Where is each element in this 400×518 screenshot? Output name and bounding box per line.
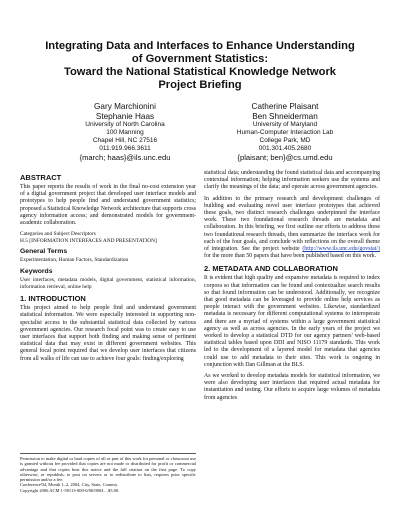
left-column (20, 170, 196, 367)
paragraph-with-link (204, 196, 380, 261)
author-name: Stephanie Haas (95, 111, 155, 121)
author-name: Catherine Plaisant (251, 102, 319, 111)
affiliation-line: University of North Carolina (85, 121, 165, 128)
intro-heading: 1. INTRODUCTION (20, 294, 86, 304)
keywords-text: User interfaces, metadata models, digital government, statistical information, information retrieval, online help (20, 277, 196, 290)
intro-text: This project aimed to help people find and understand government statistical information. We were especially interested in supporting non-specialist access to the substantial statistical data collected by various government agencies. Our research focal point was to create easy to use user interfaces that support both finding and making sense of pertinent statistical data that may exist in different government websites. This general focal point required that we develop user interfaces that citizens from all walks of life can use to achieve four goals: finding/exploring (20, 305, 196, 362)
project-website-link[interactable]: (http://www.ils.unc.edu/govstat/) (302, 246, 380, 253)
section-heading: 2. METADATA AND COLLABORATION (204, 264, 338, 274)
title-line: of Government Statistics: (131, 53, 269, 65)
general-terms-heading: General Terms (20, 248, 68, 256)
paragraph-text: for the more than 50 papers that have been published based on this work. (204, 253, 377, 260)
general-terms-text: Experimentation, Human Factors, Standardization (20, 257, 129, 264)
affiliation-line: 001.301.405.2680 (258, 144, 312, 152)
author-group-unc (40, 102, 210, 162)
affiliation-line: College Park, MD (259, 136, 311, 144)
copyright-line: Copyright 2006 ACM 1-58113-000-0/00/0004…$5.00. (20, 487, 120, 493)
title-line: Project Briefing (158, 79, 242, 91)
author-name: Gary Marchionini (94, 102, 156, 111)
keywords-heading: Keywords (20, 268, 53, 275)
paragraph: As we worked to develop metadata models for statistical information, we were also developing user interfaces that required actual metadata for instantiation and testing. Our efforts to acquire large volumes of metadata from agencies (204, 373, 380, 401)
author-name: Ben Shneiderman (252, 111, 318, 121)
author-group-umd (200, 102, 370, 162)
affiliation-line: Human-Computer Interaction Lab (236, 128, 334, 136)
abstract-text: This paper reports the results of work in the final no-cost extension year of a digital government project that developed user interface models and prototypes to help people find and understand government statistics; proposed a Statistical Knowledge Network architecture that supports cross agency information access; and demonstrated models for government-academic collaboration. (20, 184, 196, 227)
affiliation-line: 011.919.966.3611 (99, 144, 151, 152)
paragraph: statistical data; understanding the found statistical data and accompanying contextual information; helping information seekers use the systems and clarify the meanings of the data; and operate across government agencies. (204, 170, 380, 191)
title-line: Integrating Data and Interfaces to Enhance Understanding (45, 40, 355, 52)
affiliation-line: Chapel Hill, NC 27516 (92, 136, 158, 144)
paragraph-text: In addition to the primary research and development challenges of building and evaluating novel user interface prototypes that achieved these goals, two distinct research challenges underpinned the interface work. These two foundational research threads are metadata and collaboration. In this briefing, we first outline our efforts to address these two foundational research threads, then summarize the interface work for each of the four goals, and conclude with reflections on the overall theme of integration. See the project website (204, 195, 380, 253)
right-column (204, 170, 380, 406)
author-email: {plaisant; ben}@cs.umd.edu (237, 152, 333, 162)
title-line: Toward the National Statistical Knowledge Network (63, 66, 337, 78)
conference-line: Conference'04, Month 1–2, 2004, City, State, Country. (20, 482, 119, 488)
author-email: {march; haas}@ils.unc.edu (79, 152, 171, 162)
categories-heading: Categories and Subject Descriptors (20, 231, 96, 238)
permission-notice (20, 453, 196, 493)
abstract-heading: ABSTRACT (20, 173, 62, 182)
affiliation-line: University of Maryland (252, 121, 318, 128)
categories-text: H.5 [INFORMATION INTERFACES AND PRESENTATION] (20, 237, 157, 244)
paper-title (20, 40, 380, 92)
affiliation-line: 100 Manning (106, 128, 144, 136)
permission-text: Permission to make digital or hard copies of all or part of this work for personal or classroom use is granted without fee provided that copies are not made or distributed for profit or commercial advantage and that copies bear this notice and the full citation on the first page. To copy otherwise, or republish, to post on servers or to redistribute to lists, requires prior specific permission and/or a fee. (20, 456, 196, 483)
paragraph: It is evident that high quality and expansive metadata is required to index corpora so that information can be found and contextualize search results so that found information can be understood. Additionally, we recognize that good metadata can be leveraged to provide online help services as people interact with the government websites. Likewise, standardized metadata is necessary for different computational systems to interoperate and there are a myriad of systems within a large government statistical agency as well as across agencies. In the early years of the project we worked to develop a statistical DTD for our agency partners' web-based statistical tables based upon DDI and NISO 11179 standards. This work led to the development of a layered model for metadata that agencies could use to add metadata to their sites. This work is ongoing in conjunction with Dan Gillman at the BLS. (204, 275, 380, 368)
